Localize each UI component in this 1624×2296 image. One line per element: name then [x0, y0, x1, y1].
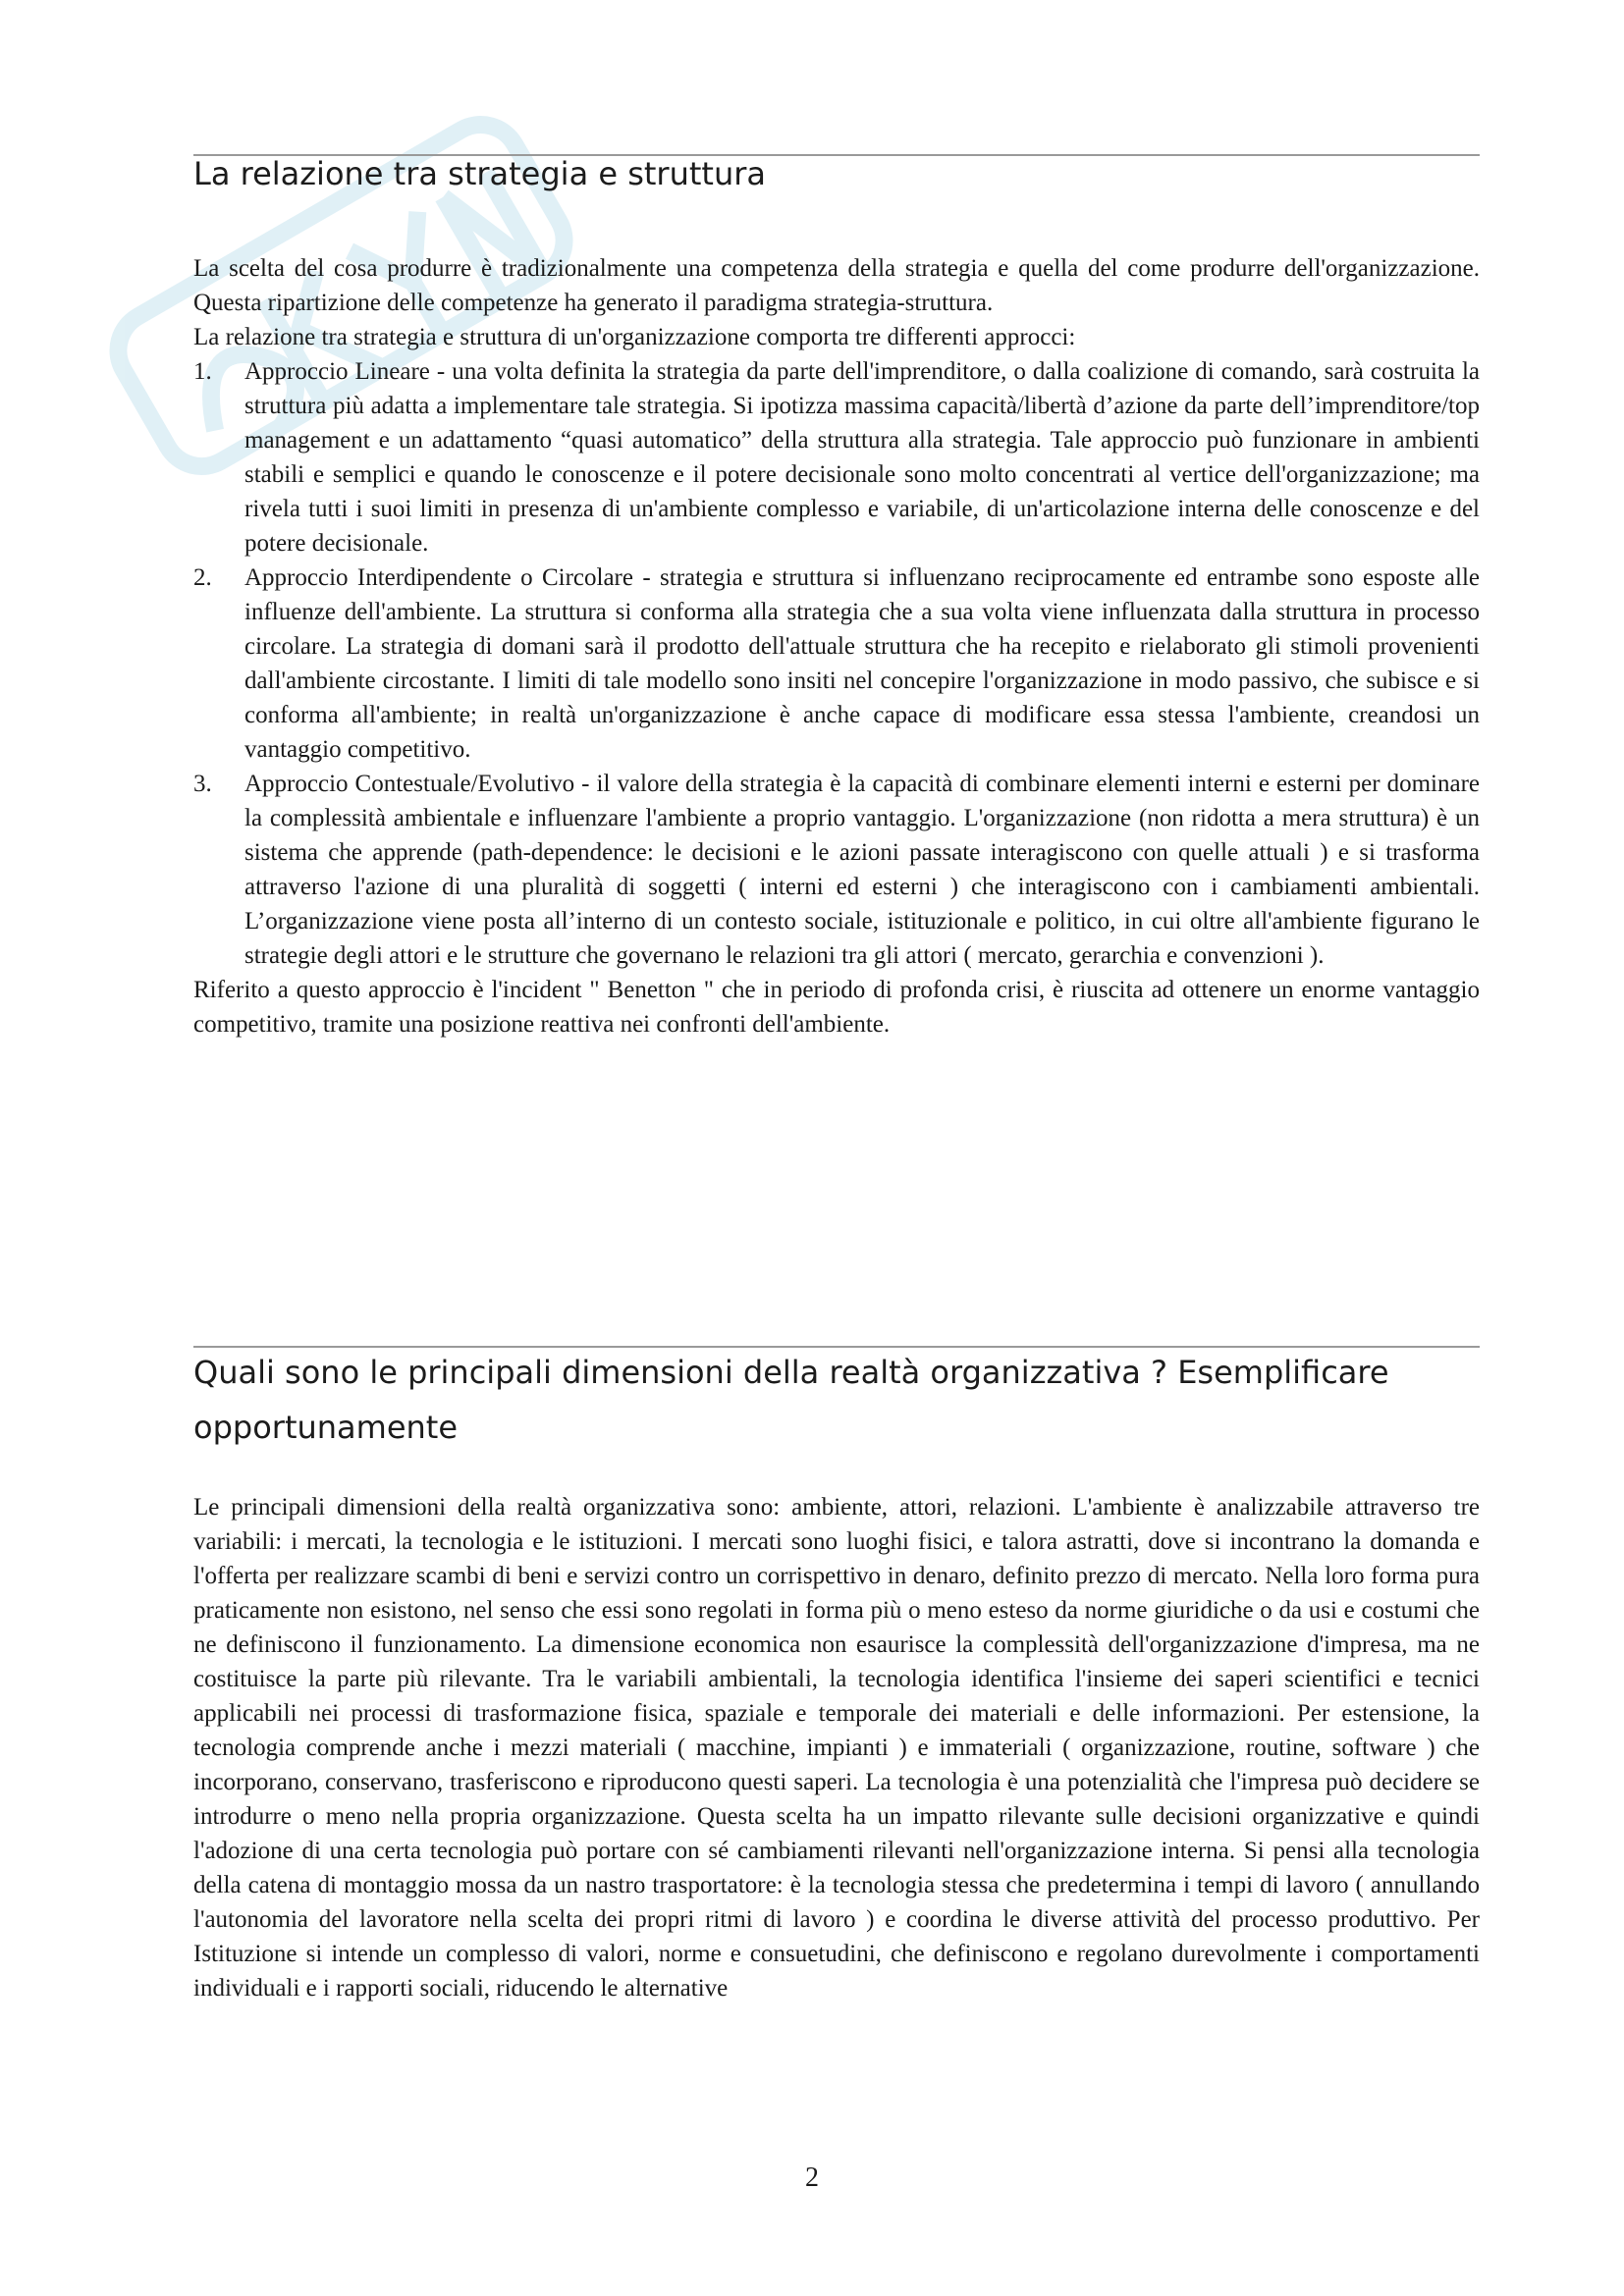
approaches-list	[193, 354, 1480, 973]
list-item	[193, 561, 1480, 767]
section-body	[193, 251, 1480, 1041]
list-number: 3.	[193, 771, 212, 797]
list-number: 1.	[193, 358, 212, 385]
list-item-text: Approccio Lineare - una volta definita la strategia da parte dell'imprenditore, o dalla coalizione di comando, sarà costruita la struttura più adatta a implementare tale strategia. Si ipotizza massima capacità/libertà d’azione da parte dell’imprenditore/top management e un adattamento “quasi automatico” della struttura alla strategia. Tale approccio può funzionare in ambienti stabili e semplici e quando le conoscenze e il potere decisionale sono molto concentrati al vertice dell'organizzazione; ma rivela tutti i suoi limiti in presenza di un'ambiente complesso e variabile, di un'articolazione interna delle conoscenze e del potere decisionale.	[244, 358, 1480, 557]
list-item	[193, 767, 1480, 973]
list-item	[193, 354, 1480, 561]
body-paragraph: Le principali dimensioni della realtà organizzativa sono: ambiente, attori, relazioni. L'ambiente è analizzabile attraverso tre variabili: i mercati, la tecnologia e le istituzioni. I mercati sono luoghi fisici, e talora astratti, dove si incontrano la domanda e l'offerta per realizzare scambi di beni e servizi contro un corrispettivo in denaro, definito prezzo di mercato. Nella loro forma pura praticamente non esistono, nel senso che essi sono regolati in forma più o meno esteso da norme giuridiche o da usi e costumi che ne definiscono il funzionamento. La dimensione economica non esaurisce la complessità dell'organizzazione d'impresa, ma ne costituisce la parte più rilevante. Tra le variabili ambientali, la tecnologia identifica l'insieme dei saperi scientifici e tecnici applicabili nei processi di trasformazione fisica, spaziale e temporale dei materiali e delle informazioni. Per estensione, la tecnologia comprende anche i mezzi materiali ( macchine, impianti ) e immateriali ( organizzazione, routine, software ) che incorporano, conservano, trasferiscono e riproducono questi saperi. La tecnologia è una potenzialità che l'impresa può decidere se introdurre o meno nella propria organizzazione. Questa scelta ha un impatto rilevante sulle decisioni organizzative e quindi l'adozione di una certa tecnologia può portare con sé cambiamenti rilevanti nell'organizzazione interna. Si pensi alla tecnologia della catena di montaggio mossa da un nastro trasportatore: è la tecnologia stessa che predetermina i tempi di lavoro ( annullando l'autonomia del lavoratore nella scelta dei propri ritmi di lavoro ) e coordina le diverse attività del processo produttivo. Per Istituzione si intende un complesso di valori, norme e consuetudini, che definiscono e regolano durevolmente i comportamenti individuali e i rapporti sociali, riducendo le alternative	[193, 1494, 1480, 2002]
section-title: Quali sono le principali dimensioni della realtà organizzativa ? Esemplificare opportunamente	[193, 1354, 1389, 1446]
page-number: 2	[805, 2163, 819, 2193]
intro-paragraph: La relazione tra strategia e struttura di un'organizzazione comporta tre differenti approcci:	[193, 324, 1076, 350]
section-title: La relazione tra strategia e struttura	[193, 155, 766, 192]
list-number: 2.	[193, 564, 212, 591]
list-item-text: Approccio Contestuale/Evolutivo - il valore della strategia è la capacità di combinare elementi interni e esterni per dominare la complessità ambientale e influenzare l'ambiente a proprio vantaggio. L'organizzazione (non ridotta a mera struttura) è un sistema che apprende (path-dependence: le decisioni e le azioni passate interagiscono con quelle attuali ) e si trasforma attraverso l'azione di una pluralità di soggetti ( interni ed esterni ) che interagiscono con i cambiamenti ambientali. L’organizzazione viene posta all’interno di un contesto sociale, istituzionale e politico, in cui oltre all'ambiente figurano le strategie degli attori e le strutture che governano le relazioni tra gli attori ( mercato, gerarchia e convenzioni ).	[244, 771, 1480, 969]
outro-paragraph: Riferito a questo approccio è l'incident " Benetton " che in periodo di profonda crisi, è riuscita ad ottenere un enorme vantaggio competitivo, tramite una posizione reattiva nei confronti dell'ambiente.	[193, 977, 1480, 1038]
list-item-text: Approccio Interdipendente o Circolare - strategia e struttura si influenzano reciprocamente ed entrambe sono esposte alle influenze dell'ambiente. La struttura si conforma alla strategia che a sua volta viene influenzata dalla struttura in processo circolare. La strategia di domani sarà il prodotto dell'attuale struttura che ha recepito e rielaborato gli stimoli provenienti dall'ambiente circostante. I limiti di tale modello sono insiti nel concepire l'organizzazione in modo passivo, che subisce e si conforma all'ambiente; in realtà un'organizzazione è anche capace di modificare essa stessa l'ambiente, creandosi un vantaggio competitivo.	[244, 564, 1480, 763]
intro-paragraph: La scelta del cosa produrre è tradizionalmente una competenza della strategia e quella del come produrre dell'organizzazione. Questa ripartizione delle competenze ha generato il paradigma strategia-struttura.	[193, 255, 1480, 316]
section-body	[193, 1490, 1480, 2005]
